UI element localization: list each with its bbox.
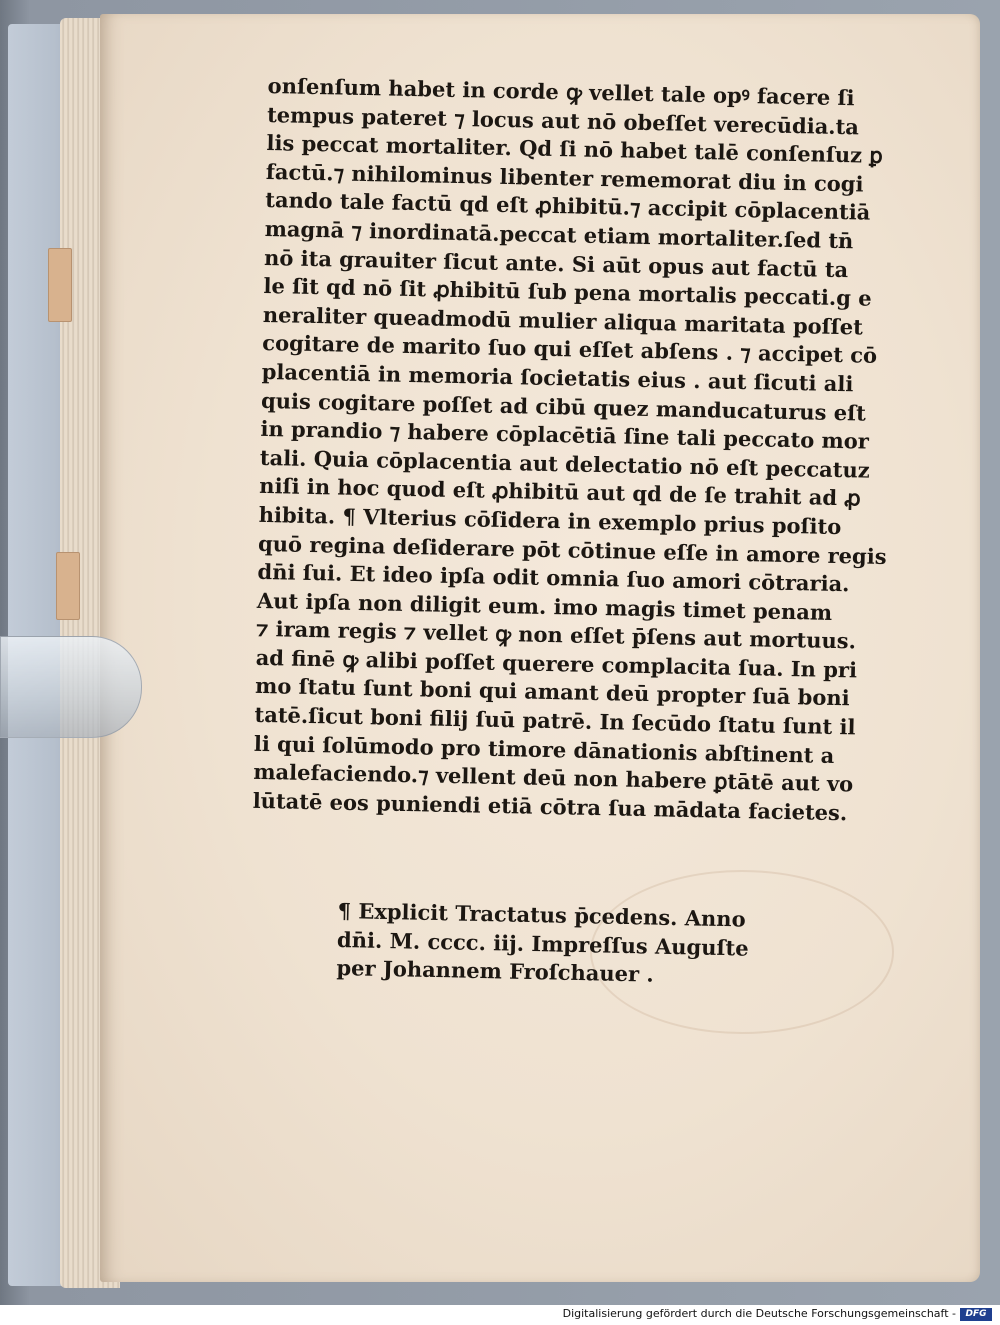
text-line: cogitare de marito ſuo qui eſſet abſens . ⁊ accipet cō	[262, 330, 878, 369]
text-line: tali. Quia cōplacentia aut delectatio nō eſt peccatuz	[259, 444, 870, 483]
main-text-block	[252, 72, 887, 828]
paper-tab-upper	[48, 248, 72, 322]
text-line: ⁊ iram regis ⁊ vellet ꝙ non eſſet p̄ſens aut mortuus.	[256, 616, 857, 654]
page-holder-clip	[0, 636, 142, 738]
text-line: in prandio ⁊ habere cōplacētiā ſine tali peccato mor	[260, 416, 870, 454]
text-line: neraliter queadmodū mulier aliqua maritata poſſet	[262, 301, 864, 340]
text-line: magnā ⁊ inordinatā.peccat etiam mortaliter.ſed tn̄	[264, 215, 854, 254]
colophon	[336, 896, 798, 991]
text-line: le ſit qd nō ſit ꝓhibitū ſub pena mortalis peccati.g e	[263, 273, 872, 311]
text-line: onſenſum habet in corde ꝙ vellet tale opꝰ facere ſi	[267, 72, 855, 111]
paper-tab-lower	[56, 552, 80, 620]
colophon-line: ¶ Explicit Tractatus p̄cedens. Anno	[337, 897, 746, 932]
text-line: nō ita grauiter ſicut ante. Si aūt opus aut factū ta	[263, 244, 849, 282]
colophon-line: dn̄i. M. cccc. iij. Impreſſus Auguſte	[336, 926, 749, 961]
text-line: ad finē ꝙ alibi poſſet querere complacita ſua. In pri	[255, 644, 858, 683]
text-line: tempus pateret ⁊ locus aut nō obeſſet verecūdia.ta	[266, 101, 860, 139]
text-line: tando tale factū qd eſt ꝓhibitū.⁊ accipit cōplacentiā	[265, 187, 871, 226]
text-line: Aut ipſa non diligit eum. imo magis timet penam	[256, 587, 833, 625]
funding-notice: Digitalisierung gefördert durch die Deutsche Forschungsgemeinschaft -	[562, 1307, 956, 1320]
text-line: lūtatē eos puniendi etiā cōtra ſua mādata facietes.	[252, 787, 848, 826]
text-line: li qui ſolūmodo pro timore dānationis abſtinent a	[253, 730, 835, 768]
text-line: quō regina deſiderare pōt cōtinue eſſe in amore regis	[257, 530, 887, 569]
text-line: quis cogitare poſſet ad cibū quez manducaturus eſt	[260, 387, 867, 426]
text-line: malefaciendo.⁊ vellent deū non habere ꝑtātē aut vo	[253, 759, 854, 797]
colophon-line: per Johannem Froſchauer .	[336, 955, 654, 987]
text-line: hibita. ¶ Vlterius cōſidera in exemplo prius poſito	[258, 501, 842, 540]
text-line: lis peccat mortaliter. Qd ſi nō habet talē conſenſuz ꝑ	[266, 130, 884, 169]
dfg-logo: DFG	[960, 1308, 992, 1321]
text-line: tatē.ſicut boni filij ſuū patrē. In ſecūdo ſtatu ſunt il	[254, 701, 856, 740]
text-line: factū.⁊ nihilominus libenter rememorat diu in cogi	[265, 158, 864, 197]
text-line: mo ſtatu ſunt boni qui amant deū propter ſuā boni	[254, 673, 850, 711]
text-line: niſi in hoc quod eſt ꝓhibitū aut qd de ſe trahit ad ꝓ	[259, 473, 861, 511]
footer-bar	[0, 1305, 1000, 1325]
text-line: placentiā in memoria ſocietatis eius . aut ſicuti ali	[261, 358, 854, 397]
text-line: dn̄i ſui. Et ideo ipſa odit omnia ſuo amori cōtraria.	[257, 558, 850, 597]
